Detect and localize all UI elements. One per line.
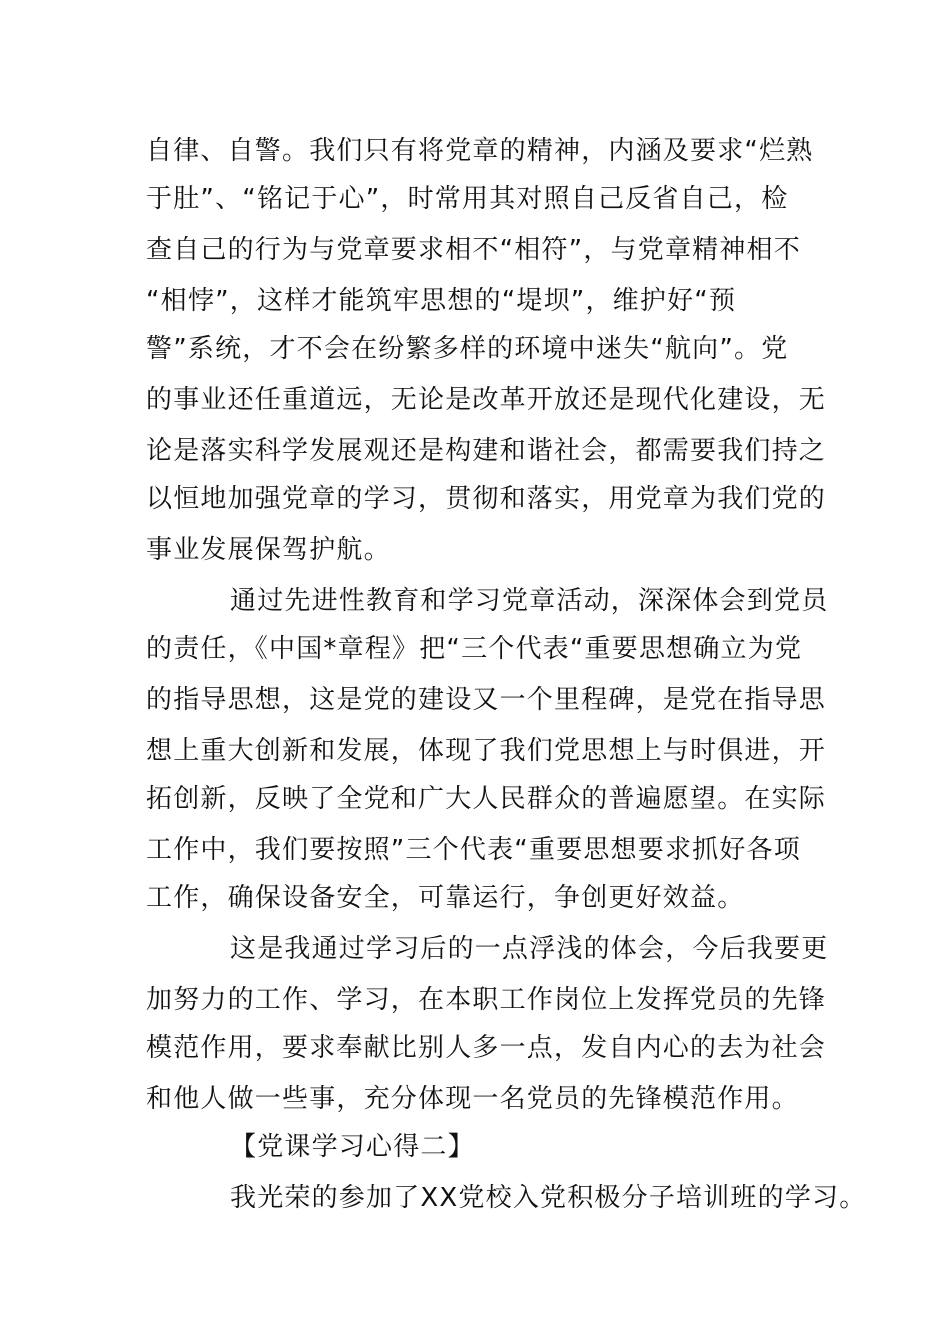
paragraph-line: 想上重大创新和发展，体现了我们党思想上与时俱进，开 [146,736,827,766]
paragraph-line: 的事业还任重道远，无论是改革开放还是现代化建设，无 [146,385,827,415]
paragraph-line: 工作，确保设备安全，可靠运行，争创更好效益。 [146,883,745,913]
paragraph-line: 的责任，《中国*章程》把“三个代表“重要思想确立为党 [146,634,803,664]
paragraph-line: 拓创新，反映了全党和广大人民群众的普遍愿望。在实际 [146,784,827,814]
paragraph-first-line: 通过先进性教育和学习党章活动，深深体会到党员 [230,586,829,616]
paragraph-line: 工作中，我们要按照”三个代表“重要思想要求抓好各项 [146,835,801,865]
paragraph-line: 警”系统，才不会在纷繁多样的环境中迷失“航向”。党 [146,334,789,364]
paragraph-line: “相悖”，这样才能筑牢思想的“堤坝”，维护好“预 [146,286,737,316]
paragraph-line: 自律、自警。我们只有将党章的精神，内涵及要求“烂熟 [146,136,814,166]
paragraph-line: 以恒地加强党章的学习，贯彻和落实，用党章为我们党的 [146,484,827,514]
paragraph-line: 和他人做一些事，充分体现一名党员的先锋模范作用。 [146,1084,799,1114]
paragraph-first-line: 这是我通过学习后的一点浮浅的体会，今后我要更 [230,934,829,964]
paragraph-line: 于肚”、“铭记于心”，时常用其对照自己反省自己，检 [146,184,789,214]
section-heading: 【党课学习心得二】 [230,1132,475,1162]
paragraph-line: 模范作用，要求奉献比别人多一点，发自内心的去为社会 [146,1033,827,1063]
paragraph-line: 事业发展保驾护航。 [146,535,391,565]
paragraph-line: 论是落实科学发展观还是构建和谐社会，都需要我们持之 [146,436,827,466]
paragraph-first-line: 我光荣的参加了XX党校入党积极分子培训班的学习。 [230,1183,867,1213]
paragraph-line: 的指导思想，这是党的建设又一个里程碑，是党在指导思 [146,685,827,715]
paragraph-line: 查自己的行为与党章要求相不“相符”，与党章精神相不 [146,235,801,265]
paragraph-line: 加努力的工作、学习，在本职工作岗位上发挥党员的先锋 [146,985,827,1015]
